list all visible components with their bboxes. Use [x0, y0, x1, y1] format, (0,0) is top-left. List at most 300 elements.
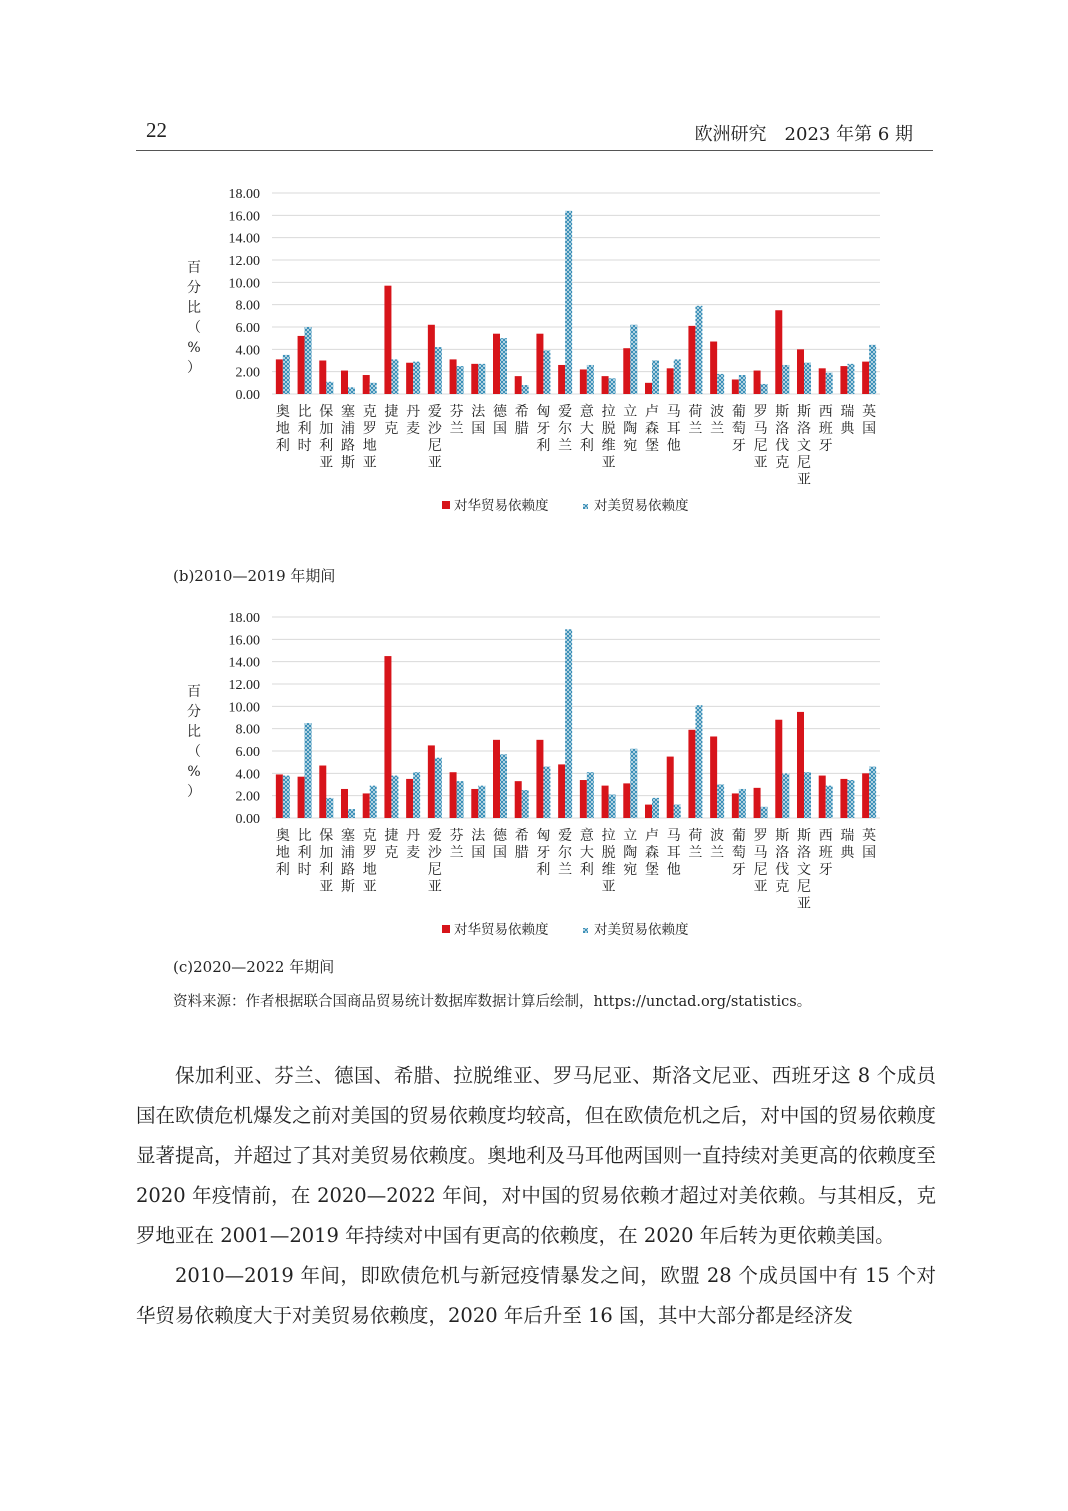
bar-china — [450, 772, 457, 818]
x-tick-label: 亚 — [362, 455, 377, 471]
x-tick-label: 丹 — [406, 404, 421, 420]
bar-china — [471, 364, 478, 394]
x-tick-label: 伐 — [775, 862, 790, 878]
bar-china — [688, 730, 695, 818]
x-tick-label: 森 — [645, 845, 659, 861]
x-tick-label: 亚 — [362, 879, 377, 895]
y-tick-label: 16.00 — [228, 633, 260, 649]
x-tick-label: 德 — [493, 828, 507, 844]
bar-china — [471, 789, 478, 818]
x-tick-label: 耳 — [666, 421, 681, 437]
bar-china — [623, 783, 630, 818]
bar-china — [667, 757, 674, 818]
bar-us — [283, 355, 290, 394]
x-tick-label: 罗 — [753, 828, 768, 844]
bar-us — [739, 375, 746, 394]
x-tick-label: 加 — [319, 421, 334, 437]
x-tick-label: 捷 — [384, 404, 399, 420]
x-tick-label: 腊 — [514, 845, 529, 861]
x-tick-label: 利 — [275, 862, 290, 878]
bar-us — [565, 629, 572, 818]
x-tick-label: 马 — [753, 421, 768, 437]
bar-us — [457, 366, 464, 394]
bar-china — [580, 369, 587, 394]
y-axis-label: ） — [187, 360, 201, 376]
bar-us — [826, 373, 833, 394]
x-tick-label: 马 — [666, 404, 681, 420]
bar-china — [775, 720, 782, 818]
bar-us — [500, 338, 507, 394]
x-tick-label: 捷 — [384, 828, 399, 844]
bar-china — [406, 779, 413, 818]
x-tick-label: 罗 — [362, 421, 377, 437]
bar-china — [428, 325, 435, 394]
x-tick-label: 尼 — [427, 862, 442, 878]
x-tick-label: 奥 — [275, 404, 290, 420]
x-tick-label: 萄 — [731, 421, 746, 437]
x-tick-label: 国 — [493, 845, 507, 861]
bar-us — [869, 345, 876, 394]
x-tick-label: 斯 — [797, 828, 811, 844]
x-tick-label: 地 — [362, 862, 377, 878]
x-tick-label: 斯 — [341, 879, 355, 895]
x-tick-label: 牙 — [731, 862, 746, 878]
x-tick-label: 脱 — [601, 845, 616, 861]
chart-c-caption: (c)2020—2022 年期间 — [173, 958, 335, 976]
x-tick-label: 克 — [775, 455, 790, 471]
x-tick-label: 斯 — [775, 404, 790, 420]
bar-us — [391, 359, 398, 394]
bar-china — [363, 375, 370, 394]
x-tick-label: 瑞 — [840, 404, 855, 420]
x-tick-label: 克 — [384, 421, 399, 437]
bar-china — [710, 342, 717, 394]
bar-china — [515, 781, 522, 818]
bar-us — [283, 776, 290, 818]
bar-china — [536, 740, 543, 818]
bar-china — [363, 793, 370, 818]
bar-china — [493, 740, 500, 818]
bar-china — [319, 361, 326, 395]
x-tick-label: 奥 — [275, 828, 290, 844]
x-tick-label: 尼 — [797, 455, 811, 471]
bar-us — [761, 807, 768, 818]
x-tick-label: 比 — [297, 828, 312, 844]
x-tick-label: 比 — [297, 404, 312, 420]
x-tick-label: 克 — [775, 879, 790, 895]
x-tick-label: 克 — [362, 828, 377, 844]
chart-c-svg — [180, 604, 900, 944]
x-tick-label: 亚 — [753, 455, 768, 471]
x-tick-label: 陶 — [623, 845, 638, 861]
x-tick-label: 国 — [471, 845, 486, 861]
x-tick-label: 耳 — [666, 845, 681, 861]
x-tick-label: 脱 — [601, 421, 616, 437]
bar-china — [298, 777, 305, 818]
bar-china — [775, 310, 782, 394]
x-tick-label: 尼 — [753, 438, 768, 454]
x-tick-label: 国 — [493, 421, 507, 437]
bar-us — [869, 767, 876, 818]
bar-us — [543, 767, 550, 818]
bar-us — [348, 387, 355, 394]
bar-us — [717, 785, 724, 819]
x-tick-label: 波 — [710, 404, 725, 420]
x-tick-label: 尼 — [753, 862, 768, 878]
x-tick-label: 他 — [666, 438, 681, 454]
chart-c — [180, 604, 900, 944]
x-tick-label: 麦 — [406, 845, 421, 861]
x-tick-label: 利 — [275, 438, 290, 454]
x-tick-label: 加 — [319, 845, 334, 861]
y-axis-label: 分 — [187, 704, 201, 720]
x-tick-label: 国 — [471, 421, 486, 437]
x-tick-label: 班 — [818, 421, 833, 437]
bar-us — [478, 786, 485, 818]
x-tick-label: 芬 — [449, 828, 464, 844]
x-tick-label: 牙 — [818, 438, 833, 454]
bar-us — [413, 772, 420, 818]
bar-china — [732, 793, 739, 818]
x-tick-label: 斯 — [797, 404, 811, 420]
x-tick-label: 法 — [471, 404, 486, 420]
x-tick-label: 爱 — [427, 404, 442, 420]
x-tick-label: 国 — [862, 845, 877, 861]
bar-us — [782, 365, 789, 394]
y-tick-label: 2.00 — [235, 365, 260, 381]
bar-china — [276, 359, 283, 394]
x-tick-label: 牙 — [818, 862, 833, 878]
bar-us — [435, 347, 442, 394]
bar-us — [652, 361, 659, 395]
y-tick-label: 18.00 — [228, 611, 260, 626]
x-tick-label: 洛 — [775, 421, 790, 437]
x-tick-label: 班 — [818, 845, 833, 861]
legend-label-us: 对美贸易依赖度 — [594, 922, 689, 938]
bar-us — [630, 749, 637, 818]
x-tick-label: 德 — [493, 404, 507, 420]
x-tick-label: 亚 — [427, 879, 442, 895]
x-tick-label: 利 — [579, 438, 594, 454]
bar-china — [602, 376, 609, 394]
chart-b-svg — [180, 180, 900, 525]
y-axis-label: 比 — [187, 724, 201, 740]
x-tick-label: 爱 — [558, 404, 573, 420]
x-tick-label: 沙 — [427, 421, 442, 437]
x-tick-label: 克 — [384, 845, 399, 861]
x-tick-label: 利 — [536, 862, 551, 878]
bar-china — [862, 362, 869, 394]
bar-us — [413, 362, 420, 394]
x-tick-label: 利 — [297, 845, 312, 861]
x-tick-label: 尼 — [797, 879, 811, 895]
bar-us — [717, 374, 724, 394]
y-tick-label: 10.00 — [228, 700, 260, 716]
bar-china — [493, 334, 500, 394]
bar-us — [782, 773, 789, 818]
source-note: 资料来源：作者根据联合国商品贸易统计数据库数据计算后绘制，https://unctad.org/statistics。 — [173, 994, 812, 1010]
bar-us — [457, 781, 464, 818]
x-tick-label: 维 — [601, 438, 616, 454]
y-tick-label: 8.00 — [235, 722, 260, 738]
x-tick-label: 马 — [666, 828, 681, 844]
bar-us — [630, 325, 637, 394]
x-tick-label: 拉 — [601, 404, 616, 420]
bar-china — [819, 368, 826, 394]
bar-us — [305, 723, 312, 818]
bar-china — [602, 786, 609, 818]
legend-swatch-china — [442, 501, 450, 509]
x-tick-label: 典 — [840, 421, 855, 437]
x-tick-label: 匈 — [536, 828, 551, 844]
x-tick-label: 洛 — [775, 845, 790, 861]
x-tick-label: 克 — [362, 404, 377, 420]
x-tick-label: 时 — [297, 438, 312, 454]
y-axis-label: % — [187, 764, 201, 780]
x-tick-label: 拉 — [601, 828, 616, 844]
legend-label-us: 对美贸易依赖度 — [594, 498, 689, 514]
bar-us — [847, 780, 854, 818]
bar-us — [565, 211, 572, 394]
bar-us — [695, 306, 702, 394]
x-tick-label: 文 — [797, 438, 811, 454]
bar-china — [754, 788, 761, 818]
y-tick-label: 14.00 — [228, 231, 260, 247]
bar-us — [739, 789, 746, 818]
x-tick-label: 兰 — [688, 421, 703, 437]
bar-china — [558, 764, 565, 818]
x-tick-label: 尔 — [558, 421, 573, 437]
x-tick-label: 亚 — [319, 455, 334, 471]
x-tick-label: 亚 — [753, 879, 768, 895]
bar-china — [797, 712, 804, 818]
bar-china — [797, 349, 804, 394]
bar-china — [298, 336, 305, 394]
y-tick-label: 10.00 — [228, 276, 260, 292]
x-tick-label: 兰 — [449, 845, 464, 861]
x-tick-label: 匈 — [536, 404, 551, 420]
journal-title: 欧洲研究 2023 年第 6 期 — [694, 124, 913, 145]
x-tick-label: 希 — [514, 404, 529, 420]
bar-us — [761, 384, 768, 394]
x-tick-label: 兰 — [710, 845, 725, 861]
bar-china — [710, 736, 717, 818]
x-tick-label: 保 — [319, 404, 334, 420]
bar-us — [674, 359, 681, 394]
bar-us — [326, 798, 333, 818]
x-tick-label: 兰 — [710, 421, 725, 437]
x-tick-label: 亚 — [797, 896, 811, 912]
x-tick-label: 地 — [275, 845, 290, 861]
y-tick-label: 8.00 — [235, 298, 260, 314]
x-tick-label: 陶 — [623, 421, 638, 437]
x-tick-label: 英 — [862, 404, 877, 420]
x-tick-label: 卢 — [645, 828, 659, 844]
x-tick-label: 牙 — [536, 421, 551, 437]
x-tick-label: 牙 — [731, 438, 746, 454]
chart-b — [180, 180, 900, 525]
x-tick-label: 荷 — [688, 828, 703, 844]
y-tick-label: 16.00 — [228, 209, 260, 225]
bar-china — [515, 376, 522, 394]
x-tick-label: 芬 — [449, 404, 464, 420]
bar-china — [819, 776, 826, 818]
y-tick-label: 4.00 — [235, 343, 260, 359]
bar-us — [674, 805, 681, 818]
bar-us — [695, 705, 702, 818]
x-tick-label: 浦 — [341, 421, 355, 437]
bar-china — [840, 779, 847, 818]
bar-china — [558, 365, 565, 394]
x-tick-label: 洛 — [797, 845, 811, 861]
x-tick-label: 荷 — [688, 404, 703, 420]
bar-china — [645, 805, 652, 818]
bar-us — [326, 382, 333, 394]
bar-china — [732, 379, 739, 394]
x-tick-label: 利 — [319, 862, 334, 878]
body-text — [136, 1056, 936, 1336]
y-axis-label: 百 — [187, 260, 201, 276]
legend-swatch-us — [583, 504, 588, 509]
x-tick-label: 他 — [666, 862, 681, 878]
bar-china — [580, 780, 587, 818]
bar-china — [341, 371, 348, 394]
x-tick-label: 希 — [514, 828, 529, 844]
bar-china — [536, 334, 543, 394]
x-tick-label: 沙 — [427, 845, 442, 861]
x-tick-label: 国 — [862, 421, 877, 437]
x-tick-label: 爱 — [558, 828, 573, 844]
x-tick-label: 瑞 — [840, 828, 855, 844]
x-tick-label: 葡 — [731, 828, 746, 844]
bar-china — [623, 348, 630, 394]
x-tick-label: 地 — [275, 421, 290, 437]
bar-china — [384, 286, 391, 394]
bar-china — [319, 766, 326, 818]
x-tick-label: 意 — [579, 404, 594, 420]
x-tick-label: 斯 — [341, 455, 355, 471]
bar-china — [428, 745, 435, 818]
y-tick-label: 12.00 — [228, 254, 260, 269]
x-tick-label: 罗 — [362, 845, 377, 861]
paragraph: 保加利亚、芬兰、德国、希腊、拉脱维亚、罗马尼亚、斯洛文尼亚、西班牙这 8 个成员国在欧债危机爆发之前对美国的贸易依赖度均较高，但在欧债危机之后，对中国的贸易依赖度显著提高，并超过了其对美贸易依赖度。奥地利及马耳他两国则一直持续对美更高的依赖度至 2020 年疫情前，在 2020—2022 年间，对中国的贸易依赖才超过对美依赖。与其相反，克罗地亚在 2001—2019 年持续对中国有更高的依赖度，在 2020 年后转为更依赖美国。 — [136, 1064, 936, 1247]
x-tick-label: 卢 — [645, 404, 659, 420]
x-tick-label: 路 — [341, 862, 355, 878]
x-tick-label: 尼 — [427, 438, 442, 454]
bar-china — [840, 366, 847, 394]
x-tick-label: 文 — [797, 862, 811, 878]
y-tick-label: 14.00 — [228, 655, 260, 671]
x-tick-label: 大 — [579, 421, 594, 437]
x-tick-label: 意 — [579, 828, 594, 844]
x-tick-label: 爱 — [427, 828, 442, 844]
y-axis-label: % — [187, 340, 201, 356]
bar-us — [348, 809, 355, 818]
bar-us — [305, 327, 312, 394]
y-tick-label: 6.00 — [235, 321, 260, 336]
x-tick-label: 兰 — [449, 421, 464, 437]
y-tick-label: 0.00 — [235, 388, 260, 403]
y-axis-label: 分 — [187, 280, 201, 296]
bar-us — [804, 772, 811, 818]
running-header — [136, 116, 933, 151]
x-tick-label: 兰 — [558, 438, 573, 454]
chart-b-caption: (b)2010—2019 年期间 — [173, 567, 336, 585]
bar-us — [435, 758, 442, 818]
x-tick-label: 斯 — [775, 828, 790, 844]
x-tick-label: 丹 — [406, 828, 421, 844]
x-tick-label: 亚 — [319, 879, 334, 895]
bar-us — [370, 786, 377, 818]
x-tick-label: 立 — [623, 828, 638, 844]
x-tick-label: 宛 — [623, 438, 638, 454]
bar-china — [406, 363, 413, 394]
x-tick-label: 西 — [818, 404, 833, 420]
x-tick-label: 兰 — [558, 862, 573, 878]
x-tick-label: 尔 — [558, 845, 573, 861]
bar-us — [826, 786, 833, 818]
x-tick-label: 宛 — [623, 862, 638, 878]
y-tick-label: 18.00 — [228, 187, 260, 202]
x-tick-label: 亚 — [601, 879, 616, 895]
x-tick-label: 罗 — [753, 404, 768, 420]
y-tick-label: 0.00 — [235, 812, 260, 827]
x-tick-label: 伐 — [775, 438, 790, 454]
bar-us — [500, 754, 507, 818]
bar-us — [522, 790, 529, 818]
legend-swatch-us — [583, 928, 588, 933]
y-tick-label: 6.00 — [235, 745, 260, 760]
legend-swatch-china — [442, 925, 450, 933]
bar-china — [754, 371, 761, 394]
x-tick-label: 波 — [710, 828, 725, 844]
bar-us — [587, 365, 594, 394]
x-tick-label: 塞 — [341, 404, 355, 420]
x-tick-label: 塞 — [341, 828, 355, 844]
x-tick-label: 大 — [579, 845, 594, 861]
bar-china — [384, 656, 391, 818]
x-tick-label: 堡 — [645, 438, 659, 454]
bar-us — [847, 364, 854, 394]
bar-us — [587, 772, 594, 818]
x-tick-label: 兰 — [688, 845, 703, 861]
x-tick-label: 利 — [536, 438, 551, 454]
y-axis-label: 比 — [187, 300, 201, 316]
page-number: 22 — [146, 118, 167, 142]
x-tick-label: 麦 — [406, 421, 421, 437]
bar-us — [652, 798, 659, 818]
paragraph: 2010—2019 年间，即欧债危机与新冠疫情暴发之间，欧盟 28 个成员国中有 15 个对华贸易依赖度大于对美贸易依赖度，2020 年后升至 16 国，其中大部分都是经济发 — [136, 1264, 936, 1327]
x-tick-label: 亚 — [427, 455, 442, 471]
x-tick-label: 葡 — [731, 404, 746, 420]
y-tick-label: 12.00 — [228, 678, 260, 693]
x-tick-label: 保 — [319, 828, 334, 844]
y-tick-label: 4.00 — [235, 767, 260, 783]
y-axis-label: （ — [187, 744, 201, 760]
bar-china — [645, 383, 652, 394]
x-tick-label: 时 — [297, 862, 312, 878]
x-tick-label: 立 — [623, 404, 638, 420]
x-tick-label: 地 — [362, 438, 377, 454]
x-tick-label: 利 — [579, 862, 594, 878]
y-axis-label: （ — [187, 320, 201, 336]
y-axis-label: 百 — [187, 684, 201, 700]
bar-china — [450, 359, 457, 394]
bar-china — [667, 368, 674, 394]
bar-us — [370, 383, 377, 394]
bar-china — [688, 326, 695, 394]
bar-china — [862, 773, 869, 818]
